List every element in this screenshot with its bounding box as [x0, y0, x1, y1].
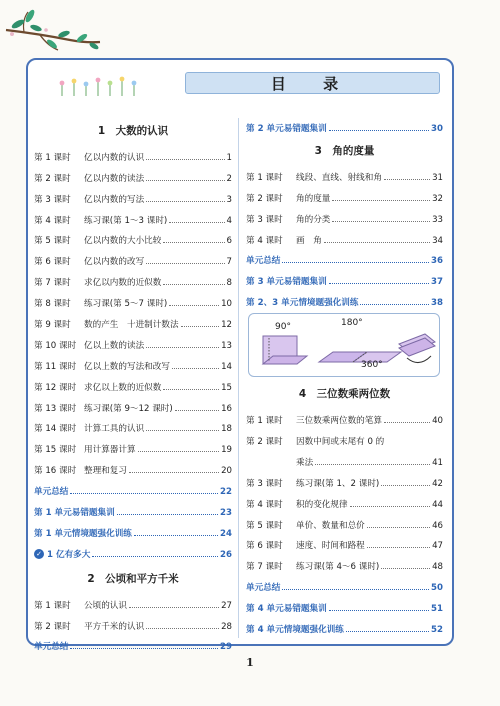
toc-entry[interactable]: 第 4 课时 积的变化规律 44	[246, 499, 443, 510]
toc-entry[interactable]: 第 1 课时 线段、直线、射线和角 31	[246, 172, 443, 183]
toc-entry-summary[interactable]: 单元总结 36	[246, 256, 443, 267]
check-badge-icon: ✓	[34, 549, 44, 559]
toc-entry[interactable]: 第 2 课时 角的度量 32	[246, 193, 443, 204]
toc-entry-error-practice[interactable]: 第 4 单元易错题集训 51	[246, 604, 443, 615]
toc-entry[interactable]: 第 2 课时 因数中间或末尾有 0 的	[246, 437, 385, 448]
toc-entry-error-practice[interactable]: 第 3 单元易错题集训 37	[246, 277, 443, 288]
angle-label-90: 90°	[275, 322, 291, 333]
toc-entry[interactable]: 第 3 课时 角的分类 33	[246, 214, 443, 225]
unit-heading-4: 4 三位数乘两位数	[298, 388, 391, 401]
angle-notebook-figure	[248, 313, 440, 377]
toc-entry[interactable]: 第 2 课时 平方千米的认识 28	[34, 621, 232, 632]
toc-entry[interactable]: 第 6 课时 速度、时间和路程 47	[246, 541, 443, 552]
toc-entry[interactable]: 第 11 课时 亿以上数的写法和改写 14	[34, 361, 232, 372]
toc-entry[interactable]: 第 14 课时 计算工具的认识 18	[34, 424, 232, 435]
angle-label-180: 180°	[341, 318, 363, 329]
toc-entry[interactable]: 第 16 课时 整理和复习 20	[34, 466, 232, 477]
toc-entry[interactable]: 第 13 课时 练习课(第 9～12 课时) 16	[34, 403, 232, 414]
toc-entry[interactable]: 第 7 课时 求亿以内数的近似数 8	[34, 278, 232, 289]
toc-entry[interactable]: 第 1 课时 公顷的认识 27	[34, 600, 232, 611]
toc-entry[interactable]: 第 1 课时 亿以内数的认识 1	[34, 152, 232, 163]
toc-entry[interactable]: 第 7 课时 练习课(第 4～6 课时) 48	[246, 562, 443, 573]
toc-entry[interactable]: 第 4 课时 练习课(第 1～3 课时) 4	[34, 215, 232, 226]
page-title: 目 录	[185, 72, 440, 94]
toc-entry-error-practice[interactable]: 第 1 单元易错题集训 23	[34, 508, 232, 519]
toc-entry-error-practice[interactable]: 第 2 单元易错题集训 30	[246, 124, 443, 134]
toc-entry-scenario-practice[interactable]: 第 4 单元情境题强化训练 52	[246, 625, 443, 636]
toc-entry[interactable]: 第 6 课时 亿以内数的改写 7	[34, 257, 232, 268]
column-divider	[238, 118, 239, 638]
branch-decoration-icon	[0, 0, 110, 56]
toc-entry[interactable]: 第 5 课时 亿以内数的大小比较 6	[34, 236, 232, 247]
toc-entry-scenario-practice[interactable]: 第 1 单元情境题强化训练 24	[34, 528, 232, 539]
toc-entry[interactable]: 第 3 课时 练习课(第 1、2 课时) 42	[246, 478, 443, 489]
toc-entry-summary[interactable]: 单元总结 50	[246, 583, 443, 594]
angle-label-360: 360°	[361, 360, 383, 371]
toc-entry[interactable]: 第 12 课时 求亿以上数的近似数 15	[34, 382, 232, 393]
toc-entry[interactable]: 第 2 课时 亿以内数的读法 2	[34, 173, 232, 184]
toc-right-column	[246, 120, 443, 635]
toc-entry-activity[interactable]: ✓ 1 亿有多大 26	[34, 539, 232, 560]
toc-entry[interactable]: 第 1 课时 三位数乘两位数的笔算 40	[246, 416, 443, 427]
toc-entry-summary[interactable]: 单元总结 29	[34, 642, 232, 653]
toc-entry[interactable]: 第 4 课时 画 角 34	[246, 235, 443, 246]
unit-heading-1: 1 大数的认识	[97, 125, 169, 137]
toc-entry[interactable]: 第 10 课时 亿以上数的读法 13	[34, 340, 232, 351]
flowers-decoration-icon	[56, 74, 146, 98]
toc-entry-scenario-practice[interactable]: 第 2、3 单元情境题强化训练 38	[246, 298, 443, 309]
toc-entry[interactable]: 第 3 课时 亿以内数的写法 3	[34, 194, 232, 205]
toc-entry-continued[interactable]: 乘法 41	[296, 457, 443, 468]
page-number: 1	[246, 656, 254, 669]
unit-heading-2: 2 公顷和平方千米	[87, 572, 179, 585]
toc-entry[interactable]: 第 5 课时 单价、数量和总价 46	[246, 520, 443, 531]
toc-entry[interactable]: 第 9 课时 数的产生 十进制计数法 12	[34, 320, 232, 331]
unit-heading-3: 3 角的度量	[314, 145, 375, 157]
toc-entry-summary[interactable]: 单元总结 22	[34, 487, 232, 498]
toc-left-column	[34, 120, 232, 652]
toc-entry[interactable]: 第 15 课时 用计算器计算 19	[34, 445, 232, 456]
toc-entry[interactable]: 第 8 课时 练习课(第 5～7 课时) 10	[34, 299, 232, 310]
